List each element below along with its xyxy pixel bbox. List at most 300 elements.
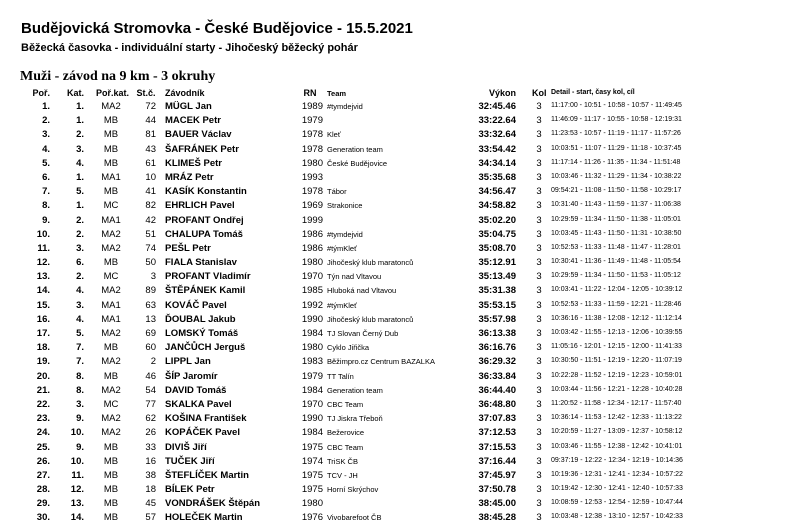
cell-kol: 3 — [536, 398, 542, 410]
cell-detail: 10:03:48 - 12:38 - 13:10 - 12:57 - 10:42:33 — [551, 513, 683, 521]
cell-vykon: 34:58.82 — [478, 200, 516, 212]
results-table-header — [0, 88, 789, 101]
cell-vykon: 35:12.91 — [478, 257, 516, 269]
cell-zavodnik: SKALKA Pavel — [165, 398, 232, 410]
column-header-kol: Kol — [532, 88, 547, 98]
cell-kat: 6. — [76, 257, 84, 269]
cell-poradi: 17. — [36, 328, 50, 339]
cell-kat: 5. — [76, 328, 84, 339]
cell-team: Bežerovice — [327, 428, 365, 438]
cell-zavodnik: FIALA Stanislav — [165, 257, 237, 269]
cell-kat: 12. — [70, 484, 84, 496]
cell-kol: 3 — [536, 313, 542, 325]
cell-kol: 3 — [536, 242, 542, 254]
table-row — [0, 456, 789, 470]
cell-poradi: 16. — [36, 313, 50, 325]
cell-poradi: 27. — [36, 469, 50, 481]
cell-porkat: MB — [103, 512, 119, 524]
cell-porkat: MB — [103, 441, 119, 453]
cell-kol: 3 — [536, 157, 542, 169]
cell-rn: 1993 — [301, 171, 323, 183]
cell-stc: 69 — [145, 328, 156, 339]
cell-detail: 10:03:46 - 11:32 - 11:29 - 11:34 - 10:38:22 — [551, 172, 682, 180]
cell-detail: 10:52:53 - 11:33 - 11:48 - 11:47 - 11:28:01 — [551, 243, 681, 251]
cell-stc: 51 — [145, 228, 156, 240]
cell-stc: 16 — [145, 455, 156, 467]
cell-zavodnik: KASÍK Konstantin — [165, 186, 247, 198]
cell-kat: 7. — [76, 356, 84, 368]
cell-team: Kleť — [327, 130, 341, 140]
cell-vykon: 35:53.15 — [478, 299, 516, 311]
cell-rn: 1999 — [301, 214, 323, 226]
cell-vykon: 38:45.00 — [478, 498, 516, 510]
cell-porkat: MA1 — [101, 299, 121, 311]
cell-kol: 3 — [536, 356, 542, 368]
cell-porkat: MA2 — [101, 242, 121, 254]
cell-vykon: 36:44.40 — [478, 384, 516, 396]
cell-detail: 10:03:42 - 11:55 - 12:13 - 12:06 - 10:39:55 — [551, 329, 683, 336]
cell-rn: 1975 — [301, 469, 323, 481]
cell-rn: 1979 — [301, 370, 323, 382]
cell-kat: 2. — [76, 271, 84, 283]
cell-vykon: 36:33.84 — [478, 370, 516, 382]
cell-porkat: MB — [103, 484, 119, 496]
cell-stc: 46 — [145, 370, 156, 382]
cell-stc: 3 — [150, 271, 156, 283]
cell-kol: 3 — [536, 271, 542, 283]
cell-zavodnik: VONDRÁŠEK Štěpán — [165, 498, 261, 510]
cell-porkat: MA2 — [101, 101, 121, 112]
cell-stc: 2 — [150, 356, 156, 368]
table-row — [0, 115, 789, 129]
cell-rn: 1980 — [301, 342, 323, 354]
cell-stc: 43 — [145, 143, 156, 155]
cell-porkat: MC — [103, 398, 119, 410]
cell-poradi: 14. — [36, 285, 50, 297]
cell-zavodnik: MÜGL Jan — [165, 101, 212, 112]
cell-rn: 1978 — [301, 129, 323, 141]
cell-poradi: 30. — [36, 512, 50, 524]
cell-rn: 1970 — [301, 398, 323, 410]
table-row — [0, 129, 789, 143]
cell-kat: 8. — [76, 384, 84, 396]
cell-zavodnik: LOMSKÝ Tomáš — [165, 328, 239, 339]
cell-vykon: 33:32.64 — [478, 129, 516, 141]
column-header-vykon: Výkon — [488, 88, 516, 98]
cell-detail: 10:30:50 - 11:51 - 12:19 - 12:20 - 11:07:19 — [551, 357, 682, 365]
table-row — [0, 399, 789, 413]
cell-porkat: MB — [103, 370, 119, 382]
cell-rn: 1990 — [301, 313, 323, 325]
cell-detail: 10:03:45 - 11:43 - 11:50 - 11:31 - 10:38:50 — [551, 229, 682, 237]
cell-kol: 3 — [536, 285, 542, 297]
column-header-team: Team — [327, 89, 347, 98]
cell-rn: 1975 — [301, 441, 323, 453]
cell-poradi: 20. — [36, 370, 50, 382]
table-row — [0, 101, 789, 115]
cell-detail: 10:36:14 - 11:53 - 12:42 - 12:33 - 11:13:22 — [551, 414, 682, 422]
cell-kat: 1. — [76, 101, 84, 112]
cell-kol: 3 — [536, 214, 542, 226]
cell-stc: 89 — [145, 285, 156, 297]
cell-kat: 2. — [76, 228, 84, 240]
cell-vykon: 37:07.83 — [478, 413, 516, 425]
cell-kat: 1. — [76, 115, 84, 127]
cell-zavodnik: ĎOUBAL Jakub — [165, 313, 236, 325]
cell-rn: 1980 — [301, 157, 323, 169]
cell-kat: 13. — [70, 498, 84, 510]
cell-stc: 72 — [145, 101, 156, 112]
cell-vykon: 38:45.28 — [478, 512, 516, 524]
cell-detail: 11:20:52 - 11:58 - 12:34 - 12:17 - 11:57:40 — [551, 399, 682, 407]
cell-vykon: 34:56.47 — [478, 186, 516, 198]
cell-team: #týmKleť — [327, 300, 357, 310]
cell-porkat: MA2 — [101, 328, 121, 339]
cell-vykon: 36:13.38 — [478, 328, 516, 339]
cell-vykon: 32:45.46 — [478, 101, 516, 112]
cell-poradi: 2. — [42, 115, 50, 127]
table-row — [0, 442, 789, 456]
cell-zavodnik: KOPÁČEK Pavel — [165, 427, 240, 439]
cell-porkat: MB — [103, 498, 119, 510]
cell-kat: 2. — [76, 129, 84, 141]
cell-porkat: MB — [103, 342, 119, 354]
cell-poradi: 24. — [36, 427, 50, 439]
column-header-stc: St.č. — [136, 88, 156, 98]
cell-vykon: 37:15.53 — [478, 441, 516, 453]
cell-kol: 3 — [536, 455, 542, 467]
cell-zavodnik: ŠAFRÁNEK Petr — [165, 143, 239, 155]
results-table-body — [0, 101, 789, 527]
section-heading: Muži - závod na 9 km - 3 okruhy — [20, 69, 216, 84]
cell-stc: 50 — [145, 257, 156, 269]
cell-team: Strakonice — [327, 201, 363, 211]
cell-vykon: 35:08.70 — [478, 242, 516, 254]
column-header-kat: Kat. — [66, 88, 84, 98]
table-row — [0, 342, 789, 356]
cell-stc: 18 — [145, 484, 156, 496]
cell-porkat: MB — [103, 469, 119, 481]
cell-detail: 10:08:59 - 12:53 - 12:54 - 12:59 - 10:47:44 — [551, 499, 683, 507]
cell-kat: 1. — [76, 200, 84, 212]
column-header-zavodnik: Závodník — [165, 88, 205, 98]
table-row — [0, 271, 789, 285]
cell-kol: 3 — [536, 328, 542, 339]
cell-kat: 9. — [76, 441, 84, 453]
cell-team: Cyklo Jiřička — [327, 343, 370, 353]
cell-poradi: 10. — [36, 228, 50, 240]
cell-vykon: 34:34.14 — [478, 157, 516, 169]
column-header-detail: Detail - start, časy kol, cíl — [551, 89, 635, 96]
cell-kat: 3. — [76, 299, 84, 311]
cell-team: CBC Team — [327, 442, 364, 452]
cell-poradi: 12. — [36, 257, 50, 269]
cell-rn: 1986 — [301, 242, 323, 254]
cell-zavodnik: BÍLEK Petr — [165, 484, 215, 496]
cell-team: TriSK ČB — [327, 456, 358, 466]
cell-stc: 33 — [145, 441, 156, 453]
column-header-poradi: Poř. — [32, 88, 50, 98]
cell-team: Generation team — [327, 144, 383, 154]
cell-team: Jihočeský klub maratonců — [327, 258, 414, 268]
cell-detail: 11:17:14 - 11:26 - 11:35 - 11:34 - 11:51:48 — [551, 158, 681, 166]
cell-poradi: 25. — [36, 441, 50, 453]
cell-kol: 3 — [536, 115, 542, 127]
table-row — [0, 229, 789, 243]
table-row — [0, 484, 789, 498]
cell-kol: 3 — [536, 441, 542, 453]
cell-porkat: MB — [103, 157, 119, 169]
page-title: Budějovická Stromovka - České Budějovice - 15.5.2021 — [21, 20, 413, 37]
cell-vykon: 33:22.64 — [478, 115, 516, 127]
cell-stc: 54 — [145, 384, 156, 396]
table-row — [0, 470, 789, 484]
cell-poradi: 11. — [37, 242, 50, 254]
cell-stc: 63 — [145, 299, 156, 311]
cell-vykon: 35:57.98 — [478, 313, 516, 325]
cell-stc: 74 — [145, 242, 156, 254]
cell-kat: 4. — [76, 285, 84, 297]
cell-porkat: MA2 — [101, 413, 121, 425]
cell-kat: 3. — [76, 398, 84, 410]
cell-rn: 1990 — [301, 413, 323, 425]
cell-vykon: 36:29.32 — [478, 356, 516, 368]
cell-porkat: MB — [103, 455, 119, 467]
cell-zavodnik: ŠÍP Jaromír — [165, 370, 218, 382]
cell-rn: 1979 — [301, 115, 323, 127]
cell-poradi: 4. — [42, 143, 50, 155]
cell-detail: 10:29:59 - 11:34 - 11:50 - 11:38 - 11:05:01 — [551, 215, 681, 223]
table-row — [0, 200, 789, 214]
cell-detail: 11:23:53 - 10:57 - 11:19 - 11:17 - 11:57:26 — [551, 130, 681, 138]
cell-kol: 3 — [536, 143, 542, 155]
cell-kol: 3 — [536, 171, 542, 183]
cell-detail: 09:54:21 - 11:08 - 11:50 - 11:58 - 10:29:17 — [551, 187, 682, 195]
cell-vykon: 36:48.80 — [478, 398, 516, 410]
cell-kol: 3 — [536, 342, 542, 354]
cell-detail: 10:19:42 - 12:30 - 12:41 - 12:40 - 10:57:33 — [551, 485, 683, 493]
cell-detail: 10:20:59 - 11:27 - 13:09 - 12:37 - 10:58:12 — [551, 428, 683, 436]
cell-poradi: 7. — [42, 186, 50, 198]
cell-detail: 10:22:28 - 11:52 - 12:19 - 12:23 - 10:59:01 — [551, 371, 683, 379]
cell-team: TT Talín — [327, 371, 354, 381]
cell-porkat: MB — [103, 115, 119, 127]
cell-detail: 11:46:09 - 11:17 - 10:55 - 10:58 - 12:19:31 — [551, 116, 682, 124]
cell-vykon: 35:13.49 — [478, 271, 516, 283]
cell-poradi: 3. — [42, 129, 50, 141]
table-row — [0, 427, 789, 441]
table-row — [0, 215, 789, 229]
cell-kol: 3 — [536, 129, 542, 141]
cell-porkat: MA1 — [101, 313, 121, 325]
cell-porkat: MA2 — [101, 228, 121, 240]
cell-rn: 1980 — [301, 257, 323, 269]
cell-zavodnik: DIVIŠ Jiří — [165, 441, 207, 453]
cell-poradi: 26. — [36, 455, 50, 467]
cell-kol: 3 — [536, 200, 542, 212]
cell-team: České Budějovice — [327, 158, 388, 168]
cell-rn: 1992 — [301, 299, 323, 311]
cell-rn: 1985 — [301, 285, 323, 297]
cell-porkat: MC — [103, 271, 119, 283]
cell-poradi: 6. — [42, 171, 50, 183]
cell-team: TJ Jiskra Třeboň — [327, 414, 383, 424]
cell-detail: 10:03:44 - 11:56 - 12:21 - 12:28 - 10:40:28 — [551, 385, 683, 393]
cell-detail: 11:05:16 - 12:01 - 12:15 - 12:00 - 11:41:33 — [551, 343, 682, 351]
cell-poradi: 15. — [36, 299, 50, 311]
cell-kol: 3 — [536, 413, 542, 425]
cell-stc: 10 — [145, 171, 156, 183]
page-subtitle: Běžecká časovka - individuální starty - Jihočeský běžecký pohár — [21, 42, 358, 54]
cell-stc: 45 — [145, 498, 156, 510]
cell-porkat: MA2 — [101, 384, 121, 396]
cell-vykon: 35:02.20 — [478, 214, 516, 226]
cell-kat: 11. — [71, 469, 84, 481]
cell-zavodnik: JANČŮCH Jerguš — [165, 342, 246, 354]
cell-porkat: MB — [103, 129, 119, 141]
cell-kol: 3 — [536, 299, 542, 311]
cell-zavodnik: PEŠL Petr — [165, 242, 211, 254]
cell-zavodnik: BAUER Václav — [165, 129, 232, 141]
cell-vykon: 35:31.38 — [478, 285, 516, 297]
cell-kol: 3 — [536, 257, 542, 269]
cell-stc: 77 — [145, 398, 156, 410]
cell-kol: 3 — [536, 498, 542, 510]
cell-zavodnik: MRÁZ Petr — [165, 171, 214, 183]
table-row — [0, 144, 789, 158]
cell-stc: 42 — [145, 214, 156, 226]
cell-vykon: 33:54.42 — [478, 143, 516, 155]
cell-zavodnik: KOVÁČ Pavel — [165, 299, 227, 311]
cell-poradi: 13. — [36, 271, 50, 283]
cell-rn: 1969 — [301, 200, 323, 212]
cell-kat: 2. — [76, 214, 84, 226]
cell-vykon: 35:04.75 — [478, 228, 516, 240]
cell-kol: 3 — [536, 484, 542, 496]
cell-stc: 44 — [145, 115, 156, 127]
cell-detail: 10:52:53 - 11:33 - 11:59 - 12:21 - 11:28:46 — [551, 300, 682, 308]
cell-vykon: 37:16.44 — [478, 455, 516, 467]
cell-rn: 1974 — [301, 455, 323, 467]
cell-rn: 1983 — [301, 356, 323, 368]
cell-porkat: MB — [103, 257, 119, 269]
cell-porkat: MB — [103, 186, 119, 198]
cell-vykon: 35:35.68 — [478, 171, 516, 183]
cell-poradi: 1. — [42, 101, 50, 112]
cell-rn: 1976 — [301, 512, 323, 524]
cell-zavodnik: DAVID Tomáš — [165, 384, 227, 396]
cell-rn: 1970 — [301, 271, 323, 283]
cell-kat: 1. — [76, 171, 84, 183]
cell-kol: 3 — [536, 384, 542, 396]
column-header-porkat: Poř.kat. — [96, 88, 130, 98]
cell-kat: 4. — [76, 313, 84, 325]
cell-stc: 41 — [145, 186, 156, 198]
cell-kat: 5. — [76, 186, 84, 198]
cell-zavodnik: KLIMEŠ Petr — [165, 157, 223, 169]
cell-porkat: MA2 — [101, 356, 121, 368]
cell-detail: 10:31:40 - 11:43 - 11:59 - 11:37 - 11:06:38 — [551, 201, 681, 209]
cell-rn: 1984 — [301, 384, 323, 396]
cell-vykon: 36:16.76 — [478, 342, 516, 354]
cell-detail: 09:37:19 - 12:22 - 12:34 - 12:19 - 10:14:36 — [551, 456, 683, 464]
cell-team: CBC Team — [327, 399, 364, 409]
cell-rn: 1975 — [301, 484, 323, 496]
table-row — [0, 158, 789, 172]
cell-poradi: 9. — [42, 214, 50, 226]
cell-rn: 1984 — [301, 427, 323, 439]
cell-team: Generation team — [327, 385, 383, 395]
cell-porkat: MA2 — [101, 285, 121, 297]
column-header-rn: RN — [303, 88, 317, 98]
cell-kat: 3. — [76, 143, 84, 155]
cell-vykon: 37:12.53 — [478, 427, 516, 439]
cell-poradi: 18. — [36, 342, 50, 354]
cell-stc: 62 — [145, 413, 156, 425]
cell-zavodnik: HOLEČEK Martin — [165, 512, 243, 524]
cell-zavodnik: TUČEK Jiří — [165, 455, 215, 467]
table-row — [0, 300, 789, 314]
cell-team: Vivobarefoot ČB — [327, 513, 382, 523]
cell-kat: 3. — [76, 242, 84, 254]
cell-detail: 10:03:46 - 11:55 - 12:38 - 12:42 - 10:41:01 — [551, 442, 683, 450]
cell-detail: 10:29:59 - 11:34 - 11:50 - 11:53 - 11:05:12 — [551, 272, 681, 280]
cell-team: Horní Skrýchov — [327, 485, 379, 495]
cell-team: #tymdejvid — [327, 102, 363, 111]
cell-team: TCV - JH — [327, 470, 358, 480]
table-row — [0, 328, 789, 342]
cell-kat: 9. — [76, 413, 84, 425]
cell-rn: 1978 — [301, 186, 323, 198]
table-row — [0, 371, 789, 385]
cell-rn: 1978 — [301, 143, 323, 155]
cell-poradi: 28. — [36, 484, 50, 496]
cell-kat: 10. — [70, 455, 84, 467]
table-row — [0, 356, 789, 370]
cell-kat: 7. — [76, 342, 84, 354]
cell-kol: 3 — [536, 101, 542, 112]
cell-kat: 8. — [76, 370, 84, 382]
cell-team: Jihočeský klub maratonců — [327, 314, 414, 324]
cell-poradi: 29. — [36, 498, 50, 510]
cell-kol: 3 — [536, 427, 542, 439]
cell-vykon: 37:45.97 — [478, 469, 516, 481]
cell-kol: 3 — [536, 228, 542, 240]
cell-rn: 1986 — [301, 228, 323, 240]
cell-team: Týn nad Vltavou — [327, 272, 382, 282]
cell-detail: 11:17:00 - 10:51 - 10:58 - 10:57 - 11:49:45 — [551, 102, 682, 109]
cell-rn: 1980 — [301, 498, 323, 510]
cell-stc: 38 — [145, 469, 156, 481]
cell-zavodnik: LIPPL Jan — [165, 356, 211, 368]
cell-detail: 10:30:41 - 11:36 - 11:49 - 11:48 - 11:05:54 — [551, 258, 681, 266]
cell-stc: 60 — [145, 342, 156, 354]
cell-stc: 26 — [145, 427, 156, 439]
cell-poradi: 22. — [36, 398, 50, 410]
cell-rn: 1984 — [301, 328, 323, 339]
cell-poradi: 5. — [42, 157, 50, 169]
table-row — [0, 413, 789, 427]
cell-team: #týmKleť — [327, 243, 357, 253]
cell-team: #tymdejvid — [327, 229, 363, 239]
table-row — [0, 172, 789, 186]
cell-kat: 10. — [70, 427, 84, 439]
cell-detail: 10:36:16 - 11:38 - 12:08 - 12:12 - 11:12:14 — [551, 314, 682, 322]
cell-porkat: MC — [103, 200, 119, 212]
cell-kol: 3 — [536, 512, 542, 524]
cell-vykon: 37:50.78 — [478, 484, 516, 496]
table-row — [0, 186, 789, 200]
